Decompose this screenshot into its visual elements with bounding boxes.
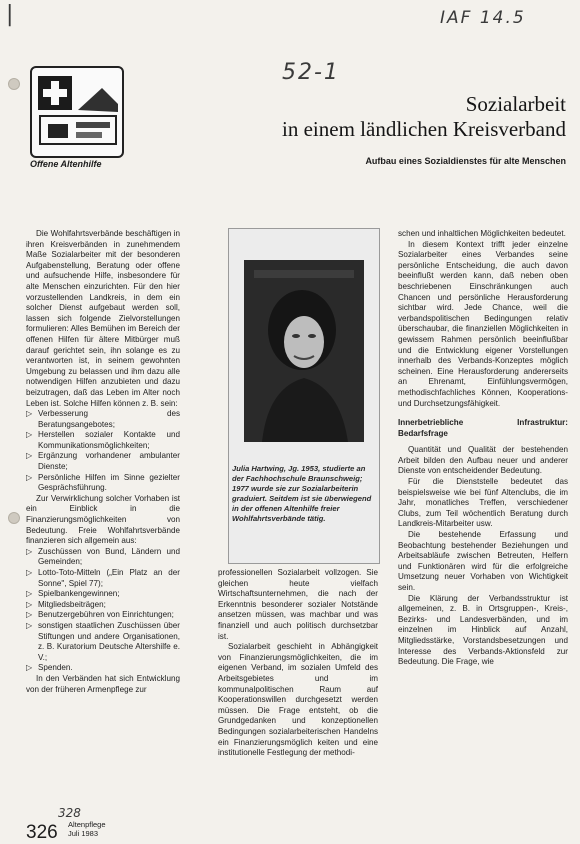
arrow-bullet-icon: ▷ bbox=[26, 472, 33, 482]
col3-p5: Die bestehende Erfassung und Beobachtung bestehender Beziehungen und Arbeitsabläufe zwischen Betreuten, Helfern und Funktionären wird für die erfolgreiche Umsetzung neuer Vorhaben von Wichtigkeit sein. bbox=[398, 530, 568, 592]
col2-text: professionellen Sozialarbeit vollzogen. Sie gleichen heute vielfach Wirtschaftsunternehmen, die nach der Erkenntnis besonderer sozialer Notstände ansetzen müssen, was machbar und was finanziell und auch politisch durchsetzbar ist. bbox=[218, 568, 378, 641]
publication-date: Juli 1983 bbox=[68, 829, 99, 838]
publication-info bbox=[68, 820, 106, 838]
arrow-bullet-icon: ▷ bbox=[26, 610, 33, 620]
article-column-1 bbox=[26, 229, 180, 695]
arrow-bullet-icon: ▷ bbox=[26, 620, 33, 630]
col3-p6: Die Klärung der Verbandsstruktur ist allgemeinen, z. B. in Ortsgruppen-, Kreis-, Bezirks- und Landesverbänden, und im einzelnen im Hinblick auf Anzahl, Mitgliedsstärke, Vorstandsbesetzungen und Interesse des Verbands-Aktionsfeld zur Bedeutung. Die Frage, wie bbox=[398, 593, 568, 667]
article-column-2 bbox=[218, 568, 378, 759]
col3-p4: Für die Dienststelle bedeutet das beispielsweise wie bei fünf Altenclubs, die im Jahr, monatliches Treffen, verschiedener Clubs, zum Teil wöchentlich Beratung durch Landkreis-Mitarbeiter usw. bbox=[398, 477, 568, 529]
handwritten-number: 52-1 bbox=[282, 60, 340, 85]
handwritten-page-note: 328 bbox=[58, 806, 81, 820]
col2-text-2: Sozialarbeit geschieht in Abhängigkeit von Finanzierungsmöglichkeiten, die im eigenen Verband, im sozialen Umfeld des Arbeitsgebietes und im kommunalpolitischen Raum auf Kooperationswillen durchgesetzt werden müssen. Die Frage entsteht, ob die Grundgedanken und konzeptionellen Bedingungen sozialarbeiterischen Handelns ein Finanzierungsmöglich keiten und eine institutionelle Festlegung der methodi- bbox=[218, 642, 378, 758]
list-item: ▷ Herstellen sozialer Kontakte und Kommunikationsmöglichkeiten; bbox=[26, 430, 180, 450]
col3-p3: Quantität und Qualität der bestehenden Arbeit bilden den Aufbau neuer und anderer Dienste von entscheidender Bedeutung. bbox=[398, 445, 568, 476]
list-item: ▷ Spielbankengewinnen; bbox=[26, 589, 120, 599]
list-item: ▷ Persönliche Hilfen im Sinne gezielter Gesprächsführung. bbox=[26, 472, 180, 493]
article-column-3 bbox=[398, 229, 568, 668]
handwritten-archive-code: IAF 14.5 bbox=[440, 8, 526, 28]
photo-caption: Julia Hartwing, Jg. 1953, studierte an der Fachhochschule Braunschweig; 1977 wurde sie zur Sozialarbeiterin graduiert. Seitdem ist sie überwiegend in der offenen Altenhilfe freier Wohlfahrtsverbände tätig. bbox=[232, 464, 372, 524]
section-rubric: Offene Altenhilfe bbox=[30, 159, 102, 169]
arrow-bullet-icon: ▷ bbox=[26, 451, 33, 461]
col1-intro: Die Wohlfahrtsverbände beschäftigen in ihren Kreisverbänden in zunehmendem Maße Sozialarbeiter mit der besonderen Aufgabenstellung, Beratung oder offene und aufsuchende Hilfe, insbesondere für alte Menschen einzurichten. Für den hier vorzustellenden Landkreis, in dem ein solcher Dienst aufgebaut werden soll, lassen sich folgende Zielvorstellungen formulieren: Alles Bemühen im Bereich der offenen Hilfen für ältere Mitbürger muß darauf gerichtet sein, ihn solange es zu verantworten ist, in seinem gewohnten Umgebung zu belassen und ihm dazu alle notwendigen Hilfen anzubieten und dazu beizutragen, daß das Leben im Alter noch Leben ist. Solche Hilfen können z. B. sein: bbox=[26, 229, 180, 408]
financing-list bbox=[26, 547, 180, 674]
punch-hole-top bbox=[8, 78, 20, 90]
page-number: 326 bbox=[26, 822, 58, 843]
section-logo bbox=[30, 66, 124, 158]
author-photo bbox=[244, 260, 364, 442]
col3-p1: schen und inhaltlichen Möglichkeiten bedeutet. bbox=[398, 229, 566, 238]
arrow-bullet-icon: ▷ bbox=[26, 568, 33, 577]
col3-subheading: Innerbetriebliche Infrastruktur: Bedarfsfrage bbox=[398, 418, 568, 438]
helps-list bbox=[26, 409, 180, 494]
title-line-1: Sozialarbeit bbox=[465, 92, 566, 116]
title-line-2: in einem ländlichen Kreisverband bbox=[282, 117, 566, 141]
cross-house-icon bbox=[32, 68, 122, 156]
publication-name: Altenpflege bbox=[68, 820, 106, 829]
list-item: ▷ Ergänzung vorhandener ambulanter Dienste; bbox=[26, 451, 180, 472]
list-item: ▷ Mitgliedsbeiträgen; bbox=[26, 599, 106, 609]
list-item: ▷ sonstigen staatlichen Zuschüssen über Stiftungen und andere Organisationen, z. B. Kuratorium Deutsche Altershilfe e. V.; bbox=[26, 620, 180, 662]
arrow-bullet-icon: ▷ bbox=[26, 430, 33, 440]
article-subtitle: Aufbau eines Sozialdienstes für alte Menschen bbox=[365, 156, 566, 166]
arrow-bullet-icon: ▷ bbox=[26, 589, 33, 599]
list-item: ▷ Lotto-Toto-Mitteln („Ein Platz an der Sonne", Spiel 77); bbox=[26, 568, 180, 588]
col1-outro: In den Verbänden hat sich Entwicklung von der früheren Armenpflege zur bbox=[26, 673, 180, 694]
punch-hole-bottom bbox=[8, 512, 20, 524]
list-item: ▷ Benutzergebühren von Einrichtungen; bbox=[26, 610, 174, 620]
arrow-bullet-icon: ▷ bbox=[26, 546, 33, 556]
col1-mid: Zur Verwirklichung solcher Vorhaben ist ein Einblick in die Finanzierungsmöglichkeiten von Bedeutung. Freie Wohlfahrtsverbände finanzieren sich allgemein aus: bbox=[26, 493, 180, 546]
arrow-bullet-icon: ▷ bbox=[26, 599, 33, 609]
article-title bbox=[282, 92, 566, 142]
list-item: ▷ Spenden. bbox=[26, 663, 73, 673]
col3-p2: In diesem Kontext trifft jeder einzelne Sozialarbeiter eines Verbandes seine persönliche Entscheidung, die auch davon beeinflußt werden kann, daß neben oben beschriebenen Einschränkungen auch Chancen und persönliche Herausforderung sichtbar wird. Jede Chance, weil die verbandspolitischen Bedingungen relativ überschaubar, die finanziellen Möglichkeiten in gewissem Rahmen persönlich beeinflußbar und die Entwicklung eigener Vorstellungen innerhalb des Verbands-Konzeptes möglich scheinen. Eine Herausforderung andererseits an Ehrenamt, Einfühlungsvermögen, methodischfachliches Können, Kooperations- und Durchsetzungsfähigkeit. bbox=[398, 239, 568, 408]
handwritten-mark-left: | bbox=[6, 2, 14, 27]
arrow-bullet-icon: ▷ bbox=[26, 663, 33, 673]
arrow-bullet-icon: ▷ bbox=[26, 409, 33, 419]
list-item: ▷ Zuschüssen von Bund, Ländern und Gemeinden; bbox=[26, 546, 180, 567]
portrait-image bbox=[244, 260, 364, 442]
list-item: ▷ Verbesserung des Beratungsangebotes; bbox=[26, 409, 180, 429]
